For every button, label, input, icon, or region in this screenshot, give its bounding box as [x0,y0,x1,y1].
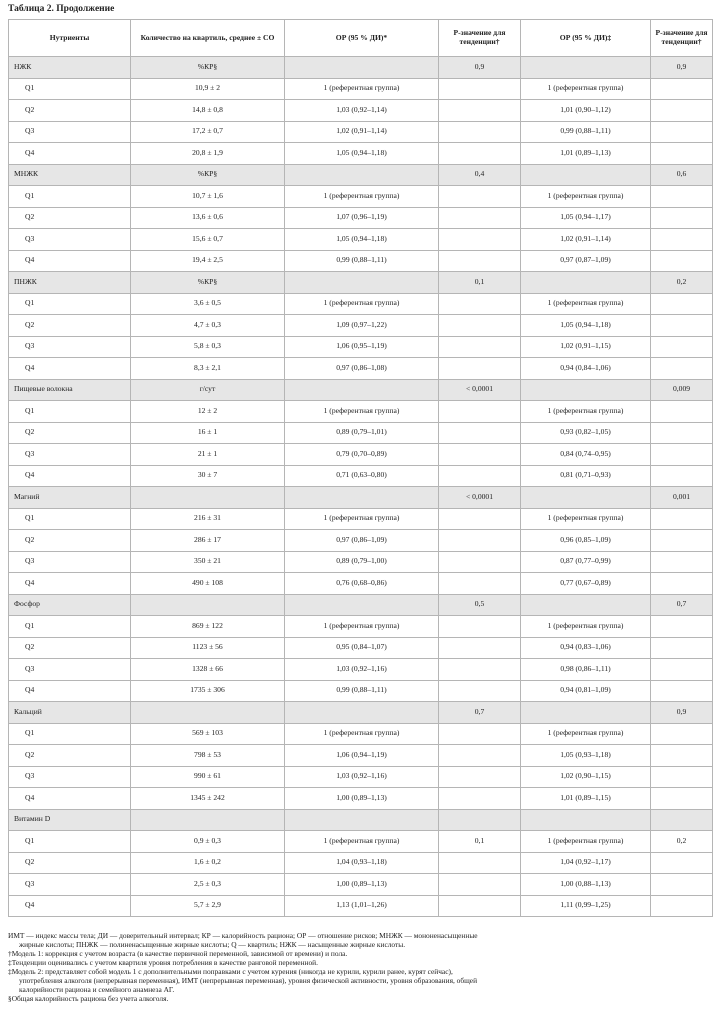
p-trend-1 [439,250,521,272]
or-model1: 0,89 (0,79–1,01) [285,422,439,444]
p-trend-2: 0,6 [651,164,713,186]
quartile-label: Q2 [9,100,131,122]
or-model1: 1,04 (0,93–1,18) [285,852,439,874]
table-row [9,358,713,380]
or-model2: 0,77 (0,67–0,89) [521,573,651,595]
table-row [9,121,713,143]
table-row [9,508,713,530]
table-row [9,186,713,208]
table-row [9,422,713,444]
p-trend-1: < 0,0001 [439,379,521,401]
footnote-line: ‡Тенденции оценивались с учетом квартиля уровня потребления в качестве ранговой переменной. [8,958,318,968]
group-row [9,594,713,616]
p-trend-2 [651,895,713,917]
p-trend-1 [439,186,521,208]
quartile-label: Q3 [9,121,131,143]
table-row [9,766,713,788]
group-row [9,702,713,724]
quartile-label: Q1 [9,78,131,100]
quartile-mean: 13,6 ± 0,6 [131,207,285,229]
footnote-line: §Общая калорийность рациона без учета алкоголя. [8,994,169,1004]
quartile-label: Q2 [9,745,131,767]
quartile-label: Q1 [9,293,131,315]
table-row [9,207,713,229]
or-model1: 1 (референтная группа) [285,78,439,100]
or-model2: 1,05 (0,93–1,18) [521,745,651,767]
header-p-trend-2: P-значение для тенденции† [651,20,713,57]
p-trend-1 [439,551,521,573]
p-trend-2: 0,9 [651,702,713,724]
p-trend-1 [439,336,521,358]
table-row [9,336,713,358]
quartile-mean: 1328 ± 66 [131,659,285,681]
or-model1: 0,71 (0,63–0,80) [285,465,439,487]
or-model1: 1 (референтная группа) [285,831,439,853]
table-body [9,57,713,917]
quartile-mean: 12 ± 2 [131,401,285,423]
or-model1: 1,03 (0,92–1,14) [285,100,439,122]
table-row [9,852,713,874]
p-trend-1 [439,895,521,917]
table-caption: Таблица 2. Продолжение [8,4,115,14]
p-trend-1 [439,508,521,530]
or-model1: 1,03 (0,92–1,16) [285,659,439,681]
table-row [9,874,713,896]
or-model1: 1,09 (0,97–1,22) [285,315,439,337]
p-trend-2: 0,2 [651,272,713,294]
p-trend-1 [439,788,521,810]
quartile-mean: 4,7 ± 0,3 [131,315,285,337]
quartile-mean: 10,9 ± 2 [131,78,285,100]
nutrient-name: НЖК [9,57,131,79]
p-trend-2 [651,852,713,874]
table-row [9,250,713,272]
or-model2: 0,94 (0,83–1,06) [521,637,651,659]
or-model2: 1,05 (0,94–1,17) [521,207,651,229]
or-model1: 0,89 (0,79–1,00) [285,551,439,573]
quartile-label: Q2 [9,637,131,659]
p-trend-1 [439,680,521,702]
quartile-mean: 16 ± 1 [131,422,285,444]
or-model2: 0,99 (0,88–1,11) [521,121,651,143]
quartile-label: Q4 [9,680,131,702]
quartile-mean: 569 ± 103 [131,723,285,745]
quartile-mean: 216 ± 31 [131,508,285,530]
table-row [9,444,713,466]
footnote-line: калорийности рациона и семейного анамнеза АГ. [19,985,175,995]
or-model2: 1,01 (0,89–1,15) [521,788,651,810]
table-row [9,465,713,487]
header-or-model2: ОР (95 % ДИ)‡ [521,20,651,57]
p-trend-2 [651,422,713,444]
or-model2: 0,93 (0,82–1,05) [521,422,651,444]
or-model2: 1,11 (0,99–1,25) [521,895,651,917]
p-trend-1 [439,78,521,100]
or-model1-cell [285,809,439,831]
p-trend-2 [651,659,713,681]
or-model1: 1,07 (0,96–1,19) [285,207,439,229]
table-row [9,788,713,810]
or-model1-cell [285,594,439,616]
table-row [9,401,713,423]
or-model2: 1,02 (0,91–1,15) [521,336,651,358]
quartile-mean: 21 ± 1 [131,444,285,466]
quartile-label: Q4 [9,895,131,917]
or-model2: 1 (референтная группа) [521,616,651,638]
table-row [9,573,713,595]
p-trend-2 [651,250,713,272]
p-trend-1 [439,766,521,788]
quartile-mean: 5,7 ± 2,9 [131,895,285,917]
nutrient-unit [131,809,285,831]
or-model1-cell [285,272,439,294]
quartile-label: Q3 [9,766,131,788]
quartile-mean: 5,8 ± 0,3 [131,336,285,358]
or-model2: 1 (референтная группа) [521,186,651,208]
quartile-label: Q2 [9,530,131,552]
p-trend-2 [651,207,713,229]
or-model1: 1,00 (0,89–1,13) [285,788,439,810]
or-model2: 1 (референтная группа) [521,293,651,315]
or-model2: 1,04 (0,92–1,17) [521,852,651,874]
or-model2: 1,01 (0,89–1,13) [521,143,651,165]
quartile-label: Q2 [9,207,131,229]
table-row [9,659,713,681]
table-row [9,100,713,122]
quartile-label: Q2 [9,422,131,444]
nutrient-unit [131,702,285,724]
quartile-mean: 490 ± 108 [131,573,285,595]
p-trend-2 [651,143,713,165]
footnote-line: ‡Модель 2: представляет собой модель 1 с дополнительными поправками с учетом курения (никогда не курили, курили ранее, курят сейчас), [8,967,453,977]
quartile-label: Q3 [9,229,131,251]
p-trend-2 [651,444,713,466]
or-model2: 0,81 (0,71–0,93) [521,465,651,487]
header-quartile-mean: Количество на квартиль, среднее ± СО [131,20,285,57]
or-model1: 0,97 (0,86–1,09) [285,530,439,552]
footnote-line: †Модель 1: коррекция с учетом возраста (в качестве первичной переменной, зависимой от времени) и пола. [8,949,348,959]
nutrient-unit: г/сут [131,379,285,401]
or-model2-cell [521,702,651,724]
p-trend-1 [439,616,521,638]
or-model1-cell [285,702,439,724]
p-trend-2: 0,2 [651,831,713,853]
or-model2: 1,05 (0,94–1,18) [521,315,651,337]
p-trend-1 [439,637,521,659]
p-trend-1: 0,7 [439,702,521,724]
or-model1: 0,99 (0,88–1,11) [285,250,439,272]
nutrient-unit: %КР§ [131,57,285,79]
p-trend-2 [651,809,713,831]
table-row [9,78,713,100]
or-model2: 1 (референтная группа) [521,723,651,745]
table-row [9,745,713,767]
p-trend-2 [651,573,713,595]
quartile-label: Q1 [9,723,131,745]
nutrient-unit [131,487,285,509]
quartile-label: Q4 [9,358,131,380]
p-trend-2 [651,100,713,122]
p-trend-2 [651,121,713,143]
or-model2: 0,98 (0,86–1,11) [521,659,651,681]
quartile-label: Q4 [9,143,131,165]
quartile-mean: 10,7 ± 1,6 [131,186,285,208]
p-trend-1 [439,809,521,831]
quartile-label: Q2 [9,315,131,337]
p-trend-2 [651,745,713,767]
p-trend-2: 0,009 [651,379,713,401]
p-trend-1: < 0,0001 [439,487,521,509]
quartile-mean: 30 ± 7 [131,465,285,487]
quartile-mean: 990 ± 61 [131,766,285,788]
footnote-line: ИМТ — индекс массы тела; ДИ — доверительный интервал; КР — калорийность рациона; ОР — отношение рисков; МНЖК — мононенасыщенные [8,931,478,940]
quartile-mean: 286 ± 17 [131,530,285,552]
quartile-mean: 17,2 ± 0,7 [131,121,285,143]
p-trend-2 [651,616,713,638]
quartile-mean: 1735 ± 306 [131,680,285,702]
nutrient-name: ПНЖК [9,272,131,294]
or-model1: 0,95 (0,84–1,07) [285,637,439,659]
quartile-mean: 8,3 ± 2,1 [131,358,285,380]
p-trend-1 [439,465,521,487]
or-model2: 0,87 (0,77–0,99) [521,551,651,573]
p-trend-1 [439,358,521,380]
p-trend-1 [439,315,521,337]
or-model2-cell [521,164,651,186]
table-row [9,723,713,745]
p-trend-2 [651,788,713,810]
p-trend-2 [651,186,713,208]
group-row [9,57,713,79]
or-model2: 0,96 (0,85–1,09) [521,530,651,552]
or-model1: 0,97 (0,86–1,08) [285,358,439,380]
p-trend-1 [439,121,521,143]
quartile-mean: 1345 ± 242 [131,788,285,810]
p-trend-1: 0,5 [439,594,521,616]
or-model2: 1 (референтная группа) [521,78,651,100]
or-model2: 0,94 (0,81–1,09) [521,680,651,702]
p-trend-1 [439,401,521,423]
p-trend-1 [439,444,521,466]
quartile-mean: 0,9 ± 0,3 [131,831,285,853]
quartile-mean: 1,6 ± 0,2 [131,852,285,874]
group-row [9,164,713,186]
table-row [9,293,713,315]
or-model1: 0,79 (0,70–0,89) [285,444,439,466]
quartile-mean: 19,4 ± 2,5 [131,250,285,272]
header-or-model1: ОР (95 % ДИ)* [285,20,439,57]
or-model1: 1,06 (0,94–1,19) [285,745,439,767]
nutrient-name: МНЖК [9,164,131,186]
p-trend-1: 0,9 [439,57,521,79]
p-trend-2 [651,293,713,315]
nutrient-table [8,19,713,917]
nutrient-name: Магний [9,487,131,509]
group-row [9,487,713,509]
p-trend-2 [651,874,713,896]
or-model1: 1 (референтная группа) [285,723,439,745]
table-row [9,637,713,659]
p-trend-2 [651,723,713,745]
header-p-trend-1: P-значение для тенденции† [439,20,521,57]
quartile-label: Q1 [9,616,131,638]
p-trend-2 [651,508,713,530]
or-model1: 1,06 (0,95–1,19) [285,336,439,358]
p-trend-1 [439,852,521,874]
table-row [9,530,713,552]
quartile-label: Q4 [9,573,131,595]
or-model2: 1 (референтная группа) [521,831,651,853]
table-row [9,831,713,853]
or-model2: 1 (референтная группа) [521,508,651,530]
p-trend-2: 0,7 [651,594,713,616]
p-trend-2 [651,78,713,100]
footnote-line: употребления алкоголя (непрерывная переменная), ИМТ (непрерывная переменная), уровня физической активности, уровня образования, общей [19,976,478,986]
or-model1-cell [285,57,439,79]
or-model2-cell [521,594,651,616]
p-trend-2: 0,001 [651,487,713,509]
p-trend-2 [651,465,713,487]
or-model2-cell [521,379,651,401]
quartile-mean: 20,8 ± 1,9 [131,143,285,165]
quartile-mean: 798 ± 53 [131,745,285,767]
or-model1-cell [285,379,439,401]
quartile-mean: 15,6 ± 0,7 [131,229,285,251]
table-row [9,229,713,251]
or-model2-cell [521,57,651,79]
table-header-row [9,20,713,57]
or-model2-cell [521,809,651,831]
or-model1: 1,13 (1,01–1,26) [285,895,439,917]
or-model1: 1,05 (0,94–1,18) [285,229,439,251]
table-row [9,315,713,337]
nutrient-unit: %КР§ [131,272,285,294]
p-trend-1 [439,723,521,745]
quartile-mean: 869 ± 122 [131,616,285,638]
quartile-mean: 2,5 ± 0,3 [131,874,285,896]
p-trend-1 [439,659,521,681]
or-model1: 1 (референтная группа) [285,293,439,315]
or-model2: 0,97 (0,87–1,09) [521,250,651,272]
p-trend-1 [439,293,521,315]
or-model2: 1 (референтная группа) [521,401,651,423]
header-nutrients: Нутриенты [9,20,131,57]
quartile-label: Q3 [9,874,131,896]
p-trend-1: 0,1 [439,831,521,853]
or-model1: 1,05 (0,94–1,18) [285,143,439,165]
or-model1-cell [285,164,439,186]
p-trend-2 [651,680,713,702]
group-row [9,809,713,831]
quartile-label: Q2 [9,852,131,874]
table-row [9,680,713,702]
p-trend-1 [439,874,521,896]
quartile-label: Q3 [9,659,131,681]
or-model2: 1,01 (0,90–1,12) [521,100,651,122]
p-trend-2: 0,9 [651,57,713,79]
quartile-label: Q4 [9,465,131,487]
table-row [9,895,713,917]
quartile-mean: 3,6 ± 0,5 [131,293,285,315]
quartile-mean: 350 ± 21 [131,551,285,573]
p-trend-1 [439,745,521,767]
quartile-label: Q3 [9,336,131,358]
or-model1: 1,00 (0,89–1,13) [285,874,439,896]
or-model1: 1 (референтная группа) [285,401,439,423]
nutrient-name: Фосфор [9,594,131,616]
or-model1: 0,99 (0,88–1,11) [285,680,439,702]
quartile-label: Q1 [9,401,131,423]
or-model2-cell [521,272,651,294]
or-model1: 1,03 (0,92–1,16) [285,766,439,788]
p-trend-1 [439,530,521,552]
p-trend-2 [651,637,713,659]
p-trend-2 [651,530,713,552]
quartile-mean: 14,8 ± 0,8 [131,100,285,122]
quartile-label: Q4 [9,788,131,810]
p-trend-2 [651,358,713,380]
p-trend-2 [651,229,713,251]
nutrient-unit [131,594,285,616]
group-row [9,272,713,294]
nutrient-name: Кальций [9,702,131,724]
or-model1: 1 (референтная группа) [285,616,439,638]
quartile-mean: 1123 ± 56 [131,637,285,659]
p-trend-2 [651,336,713,358]
quartile-label: Q3 [9,444,131,466]
or-model1: 1,02 (0,91–1,14) [285,121,439,143]
p-trend-1 [439,143,521,165]
footnote-line: жирные кислоты; ПНЖК — полиненасыщенные жирные кислоты; Q — квартиль; НЖК — насыщенные жирные кислоты. [19,940,406,950]
p-trend-1 [439,229,521,251]
table-footnotes [8,931,712,1003]
or-model1: 0,76 (0,68–0,86) [285,573,439,595]
nutrient-name: Витамин D [9,809,131,831]
nutrient-unit: %КР§ [131,164,285,186]
quartile-label: Q1 [9,831,131,853]
p-trend-1 [439,422,521,444]
or-model1: 1 (референтная группа) [285,186,439,208]
quartile-label: Q1 [9,186,131,208]
group-row [9,379,713,401]
p-trend-2 [651,315,713,337]
p-trend-2 [651,551,713,573]
or-model2-cell [521,487,651,509]
p-trend-1: 0,4 [439,164,521,186]
quartile-label: Q4 [9,250,131,272]
or-model2: 1,00 (0,88–1,13) [521,874,651,896]
or-model2: 1,02 (0,90–1,15) [521,766,651,788]
p-trend-2 [651,766,713,788]
p-trend-1 [439,100,521,122]
table-row [9,143,713,165]
or-model2: 0,84 (0,74–0,95) [521,444,651,466]
p-trend-2 [651,401,713,423]
nutrient-name: Пищевые волокна [9,379,131,401]
or-model2: 0,94 (0,84–1,06) [521,358,651,380]
or-model2: 1,02 (0,91–1,14) [521,229,651,251]
p-trend-1 [439,573,521,595]
or-model1-cell [285,487,439,509]
quartile-label: Q1 [9,508,131,530]
p-trend-1: 0,1 [439,272,521,294]
table-row [9,551,713,573]
or-model1: 1 (референтная группа) [285,508,439,530]
table-row [9,616,713,638]
p-trend-1 [439,207,521,229]
quartile-label: Q3 [9,551,131,573]
